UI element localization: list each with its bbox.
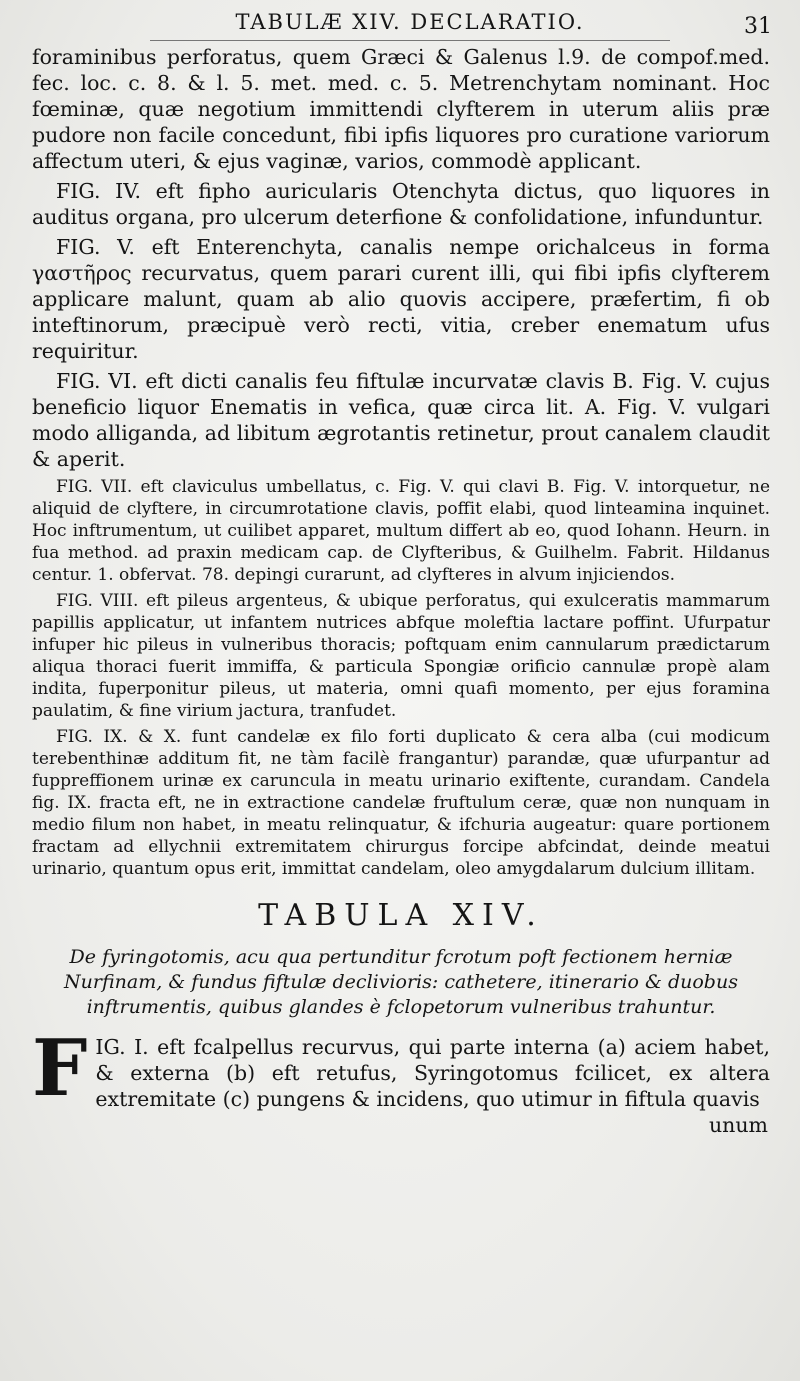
paragraph-text: eft dicti canalis feu fiftulæ incurvatæ clavis B. Fig. V. cujus beneficio liquor Enematis in vefica, quæ circa lit. A. Fig. V. vulgari modo alliganda, ad libitum ægrotantis retinetur, prout canalem claudit & aperit.	[32, 369, 770, 471]
paragraph-fig-i	[32, 1023, 770, 1138]
paragraph-fig-ix-x	[32, 726, 770, 880]
paragraph-text: eft fcalpellus recurvus, qui parte interna (a) aciem habet, & externa (b) eft retufus, Syringotomus fcilicet, ex altera extremitate (c) pungens & incidens, quo utimur in fiftula quavis	[95, 1035, 770, 1111]
paragraph-text: funt candelæ ex filo forti duplicato & cera alba (cui modicum terebenthinæ additum fit, ne tàm facilè frangantur) parandæ, quæ ufurpantur ad fuppreffionem urinæ ex caruncula in meatu urinario exiftente, curandam. Candela fig. IX. fracta eft, ne in extractione candelæ fruftulum ceræ, quæ non nunquam in medio filum non habet, in meatu relinquatur, & ifchuria augeatur: quare portionem fractam ad ellychnii extremitatem chirurgus forcipe abfcindat, deinde meatui urinario, quantum opus erit, immittat candelam, oleo amygdalarum dulcium illitam.	[32, 727, 770, 879]
paragraph-text: eft Enterenchyta, canalis nempe orichalceus in forma γαστῆρος recurvatus, quem parari curent illi, qui fibi ipfis clyfterem applicare malunt, quam ab alio quovis accipere, præfertim, fi ob inteftinorum, præcipuè verò recti, vitia, creber enematum ufus requiritur.	[32, 235, 770, 363]
figure-label: FIG. VIII.	[56, 591, 139, 611]
section-subtitle: De fyringotomis, acu qua pertunditur fcrotum poft fectionem herniæ Nurfinam, & fundus fiftulæ declivioris: cathetere, itinerario & duobus inftrumentis, quibus glandes è fclopetorum vulneribus trahuntur.	[64, 946, 738, 1018]
figure-label: FIG. IV.	[56, 179, 141, 203]
catchword: unum	[708, 1113, 768, 1137]
paragraph-fig-vii	[32, 476, 770, 586]
drop-cap: F	[32, 1023, 88, 1114]
figure-label: FIG. IX. & X.	[56, 727, 182, 747]
paragraph-fig-iv	[32, 178, 770, 230]
paragraph-text: eft pileus argenteus, & ubique perforatus, qui exulceratis mammarum papillis applicatur, ut infantem nutrices abfque moleftia lactare poffint. Ufurpatur infuper hic pileus in vulneribus thoracis; poftquam enim cannularum prædictarum aliqua thoraci fuerit immiffa, & particula Spongiæ orificio cannulæ propè alam indita, fuperponitur pileus, ut materia, omni quafi momento, per ejus foramina paulatim, & fine virium jactura, tranfudet.	[32, 591, 771, 721]
paragraph-text: eft claviculus umbellatus, c. Fig. V. qui clavi B. Fig. V. intorquetur, ne aliquid de clyftere, in circumrotatione clavis, poffit elabi, quod linteamina inquinet. Hoc inftrumentum, ut cuilibet apparet, multum differt ab eo, quod Iohann. Heurn. in fua method. ad praxin medicam cap. de Clyfteribus, & Guilhelm. Fabrit. Hildanus centur. 1. obfervat. 78. depingi curarunt, ad clyfteres in alvum injiciendos.	[32, 477, 770, 585]
paragraph-fig-vi	[32, 368, 770, 472]
figure-label: FIG. VII.	[56, 477, 133, 497]
header-rule	[150, 40, 670, 41]
running-title: TABULÆ XIV. DECLARATIO.	[235, 10, 585, 34]
paragraph-fig-viii	[32, 590, 770, 722]
page-number: 31	[744, 14, 772, 39]
paragraph-text: eft fipho auricularis Otenchyta dictus, quo liquores in auditus organa, pro ulcerum deterfione & confolidatione, infunduntur.	[32, 179, 770, 229]
paragraph-continuation: foraminibus perforatus, quem Græci & Galenus l.9. de compof.med. fec. loc. c. 8. & l. 5. met. med. c. 5. Metrenchytam nominant. Hoc fœminæ, quæ negotium immittendi clyfterem in uterum aliis præ pudore non facile concedunt, fibi ipfis liquores pro curatione variorum affectum uteri, & ejus vaginæ, varios, commodè applicant.	[32, 45, 770, 173]
section-title: TABULA XIV.	[258, 898, 544, 933]
figure-label: FIG. VI.	[56, 369, 138, 393]
body-text	[32, 44, 770, 1138]
figure-label: IG. I.	[95, 1035, 149, 1059]
paragraph-fig-v	[32, 234, 770, 364]
figure-label: FIG. V.	[56, 235, 135, 259]
